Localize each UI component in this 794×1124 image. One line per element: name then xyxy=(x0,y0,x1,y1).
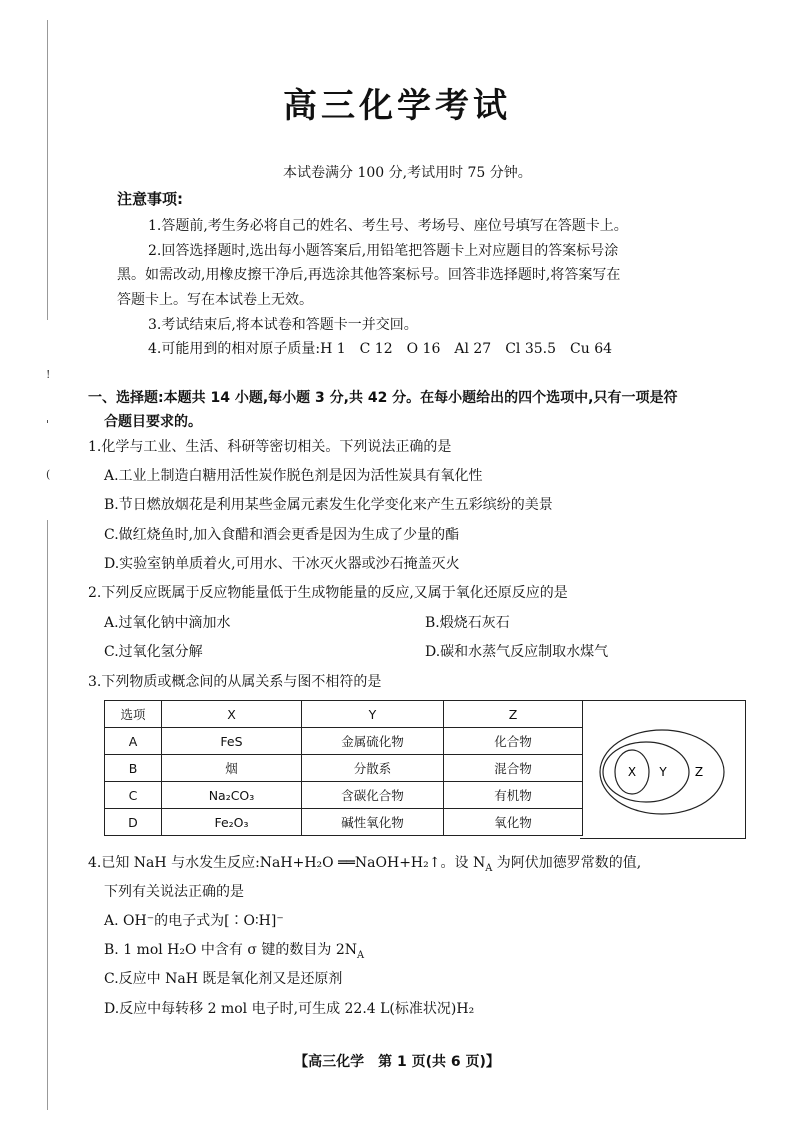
option-b xyxy=(104,939,364,961)
left-edge-line-lower xyxy=(47,520,48,1110)
margin-mark: ' xyxy=(46,418,50,431)
venn-label-x: X xyxy=(627,765,637,779)
notice-item: 答题卡上。写在本试卷上无效。 xyxy=(117,292,313,308)
option-c: C.过氧化氢分解 xyxy=(104,644,203,660)
header-cell: Y xyxy=(302,701,444,728)
table-cell: 碱性氧化物 xyxy=(302,809,444,836)
table-header-row xyxy=(105,701,583,728)
venn-label-y: Y xyxy=(659,765,667,779)
table-cell: 氧化物 xyxy=(444,809,583,836)
margin-mark: ( xyxy=(46,468,51,481)
table-cell: 金属硫化物 xyxy=(302,728,444,755)
question-stem-cont: 下列有关说法正确的是 xyxy=(104,884,244,900)
question-stem-part: 4.已知 NaH 与水发生反应:NaH+H₂O ══NaOH+H₂↑。设 N xyxy=(88,855,486,871)
left-edge-line xyxy=(47,20,48,320)
venn-y-ellipse xyxy=(603,742,689,802)
option-b: B.节日燃放烟花是利用某些金属元素发生化学变化来产生五彩缤纷的美景 xyxy=(104,497,553,513)
table-cell: 混合物 xyxy=(444,755,583,782)
table-row xyxy=(105,728,583,755)
table-cell: B xyxy=(105,755,162,782)
page-footer: 【高三化学 第 1 页(共 6 页)】 xyxy=(294,1054,500,1070)
question-stem: 3.下列物质或概念间的从属关系与图不相符的是 xyxy=(88,674,382,690)
option-c: C.做红烧鱼时,加入食醋和酒会更香是因为生成了少量的酯 xyxy=(104,527,460,543)
table-cell: Na₂CO₃ xyxy=(162,782,302,809)
margin-mark: ! xyxy=(46,368,51,381)
option-a: A.过氧化钠中滴加水 xyxy=(104,615,231,631)
table-cell: C xyxy=(105,782,162,809)
page-title: 高三化学考试 xyxy=(283,86,511,126)
subscript: A xyxy=(357,949,365,961)
option-a: A.工业上制造白糖用活性炭作脱色剂是因为活性炭具有氧化性 xyxy=(104,468,483,484)
question-stem: 1.化学与工业、生活、科研等密切相关。下列说法正确的是 xyxy=(88,439,452,455)
venn-diagram xyxy=(580,701,745,838)
table-cell: 化合物 xyxy=(444,728,583,755)
option-b: B.煅烧石灰石 xyxy=(425,615,510,631)
notice-item: 黑。如需改动,用橡皮擦干净后,再选涂其他答案标号。回答非选择题时,将答案写在 xyxy=(117,267,621,283)
header-cell: 选项 xyxy=(105,701,162,728)
table-cell: FeS xyxy=(162,728,302,755)
exam-info: 本试卷满分 100 分,考试用时 75 分钟。 xyxy=(283,165,532,181)
venn-label-z: Z xyxy=(694,765,704,779)
option-d: D.实验室钠单质着火,可用水、干冰灭火器或沙石掩盖灭火 xyxy=(104,556,460,572)
notice-item: 3.考试结束后,将本试卷和答题卡一并交回。 xyxy=(148,317,418,333)
header-cell: Z xyxy=(444,701,583,728)
notice-item: 4.可能用到的相对原子质量:H 1 C 12 O 16 Al 27 Cl 35.5 Cu 64 xyxy=(148,341,613,357)
header-cell: X xyxy=(162,701,302,728)
option-d: D.反应中每转移 2 mol 电子时,可生成 22.4 L(标准状况)H₂ xyxy=(104,1001,475,1017)
option-a: A. OH⁻的电子式为[∶O∶H]⁻ xyxy=(104,913,284,929)
table-cell: D xyxy=(105,809,162,836)
notice-item: 1.答题前,考生务必将自己的姓名、考生号、考场号、座位号填写在答题卡上。 xyxy=(148,218,628,234)
table-row xyxy=(105,809,583,836)
table-row xyxy=(105,755,583,782)
option-text: B. 1 mol H₂O 中含有 σ 键的数目为 2N xyxy=(104,942,357,958)
question-stem xyxy=(88,852,641,874)
notice-item: 2.回答选择题时,选出每小题答案后,用铅笔把答题卡上对应题目的答案标号涂 xyxy=(148,243,619,259)
table-cell: 烟 xyxy=(162,755,302,782)
table-cell: A xyxy=(105,728,162,755)
option-d: D.碳和水蒸气反应制取水煤气 xyxy=(425,644,609,660)
section-heading-cont: 合题目要求的。 xyxy=(104,414,202,430)
table-cell: Fe₂O₃ xyxy=(162,809,302,836)
notice-heading: 注意事项: xyxy=(117,190,183,208)
option-c: C.反应中 NaH 既是氧化剂又是还原剂 xyxy=(104,971,343,987)
table-cell: 含碳化合物 xyxy=(302,782,444,809)
subscript: A xyxy=(485,862,493,874)
table-row xyxy=(105,782,583,809)
classification-table xyxy=(104,700,583,836)
question-stem: 2.下列反应既属于反应物能量低于生成物能量的反应,又属于氧化还原反应的是 xyxy=(88,585,568,601)
table-cell: 分散系 xyxy=(302,755,444,782)
venn-diagram-box xyxy=(580,700,746,839)
section-heading: 一、选择题:本题共 14 小题,每小题 3 分,共 42 分。在每小题给出的四个选项中,只有一项是符 xyxy=(88,390,678,406)
table-cell: 有机物 xyxy=(444,782,583,809)
question-stem-part: 为阿伏加德罗常数的值, xyxy=(492,855,642,871)
